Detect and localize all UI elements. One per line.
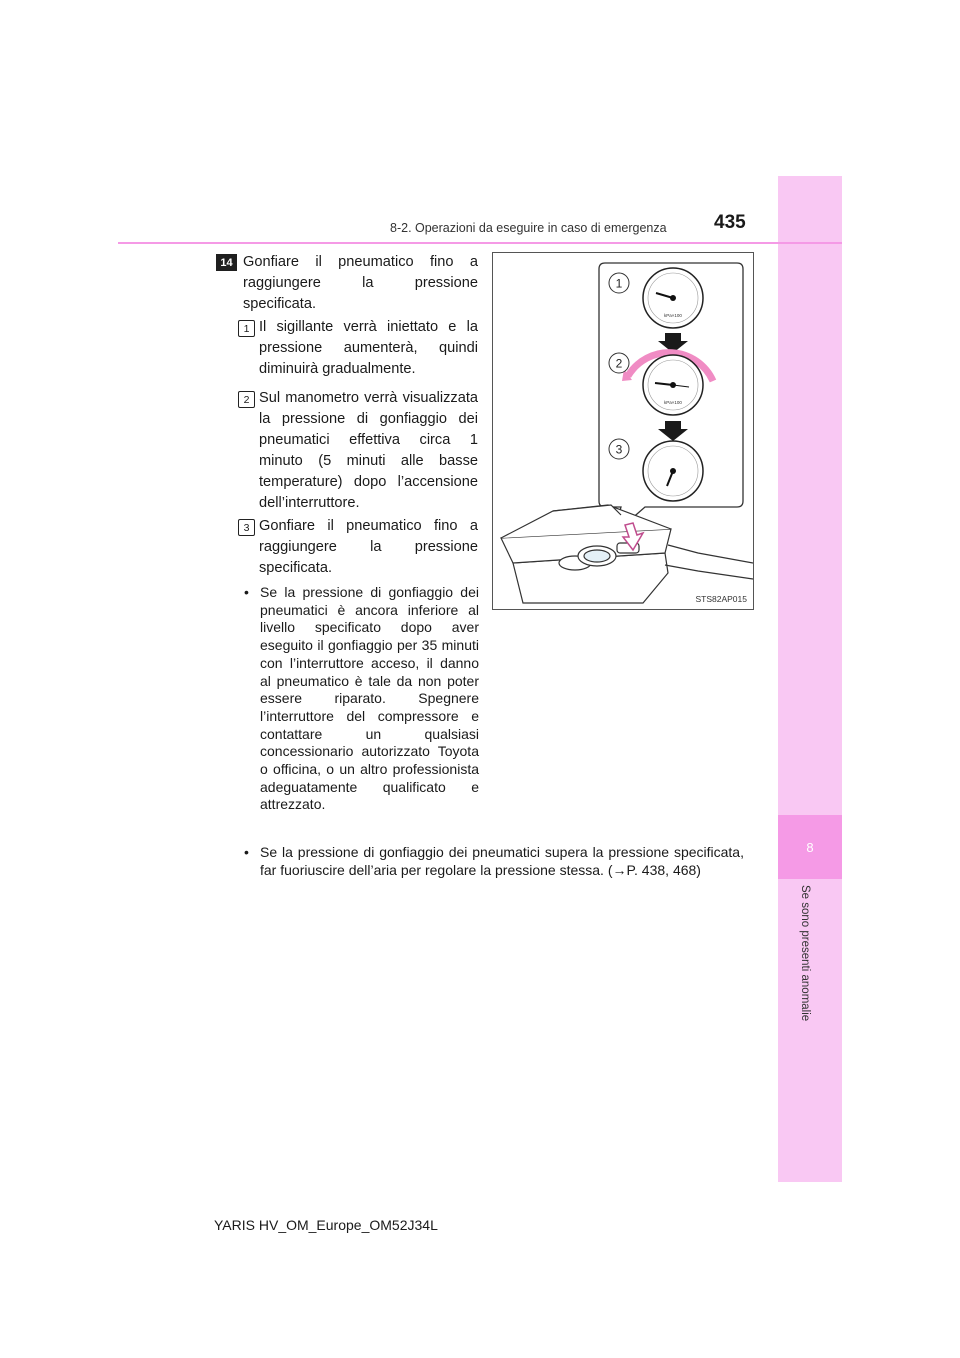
sub-step-2-badge: 2	[238, 391, 255, 408]
callout-1: 1	[615, 276, 623, 291]
document-id: YARIS HV_OM_Europe_OM52J34L	[214, 1217, 438, 1233]
chapter-number: 8	[806, 839, 814, 855]
sub-step-3-badge: 3	[238, 519, 255, 536]
step-number-badge: 14	[216, 254, 237, 271]
chapter-title: Se sono presenti anomalie	[799, 885, 811, 1022]
step-text: Gonfiare il pneumatico fino a raggiungere la pressione specificata.	[243, 254, 478, 312]
bullet-note-1	[244, 584, 479, 814]
section-title: 8-2. Operazioni da eseguire in caso di emergenza	[390, 221, 667, 235]
gauge-illustration	[493, 253, 753, 609]
chapter-title-wrap	[799, 885, 821, 1085]
callout-3: 3	[615, 442, 623, 457]
bullet-note-2	[244, 844, 744, 879]
svg-text:kPa×100: kPa×100	[664, 400, 682, 405]
callout-2: 2	[615, 356, 623, 371]
sub-step-2-text: Sul manometro verrà visualizzata la pressione di gonfiaggio dei pneumatici effettiva circa 1 minuto (5 minuti alle basse temperature) dopo l’accensione dell’interruttore.	[259, 390, 478, 511]
bullet-dot: •	[244, 584, 249, 600]
compressor-gauge-figure	[492, 252, 754, 610]
header-rule	[118, 242, 842, 244]
gauge-3	[643, 441, 703, 501]
gauge-1	[643, 268, 703, 328]
sub-step-1-text: Il sigillante verrà iniettato e la pressione aumenterà, quindi diminuirà gradualmente.	[259, 319, 478, 377]
bullet-note-2-text: Se la pressione di gonfiaggio dei pneumatici supera la pressione specificata, far fuoriuscire dell’aria per regolare la pressione stessa. (→P. 438, 468)	[260, 844, 744, 878]
gauge-2	[643, 355, 703, 415]
svg-text:kPa×100: kPa×100	[664, 313, 682, 318]
page-number: 435	[714, 212, 746, 233]
compressor-unit	[501, 505, 753, 603]
bullet-note-1-text: Se la pressione di gonfiaggio dei pneumatici è ancora inferiore al livello specificato dopo aver eseguito il gonfiaggio per 35 minuti con l’interruttore acceso, il danno al pneumatico è tale da non poter essere riparato. Spegnere l’interruttore del compressore e contattare un qualsiasi concessionario autorizzato Toyota o officina, o un altro professionista adeguatamente qualificato e attrezzato.	[260, 584, 479, 813]
sub-step-3-text: Gonfiare il pneumatico fino a raggiungere la pressione specificata.	[259, 518, 478, 576]
figure-code: STS82AP015	[695, 594, 747, 604]
bullet-dot: •	[244, 844, 249, 860]
sub-step-1-badge: 1	[238, 320, 255, 337]
